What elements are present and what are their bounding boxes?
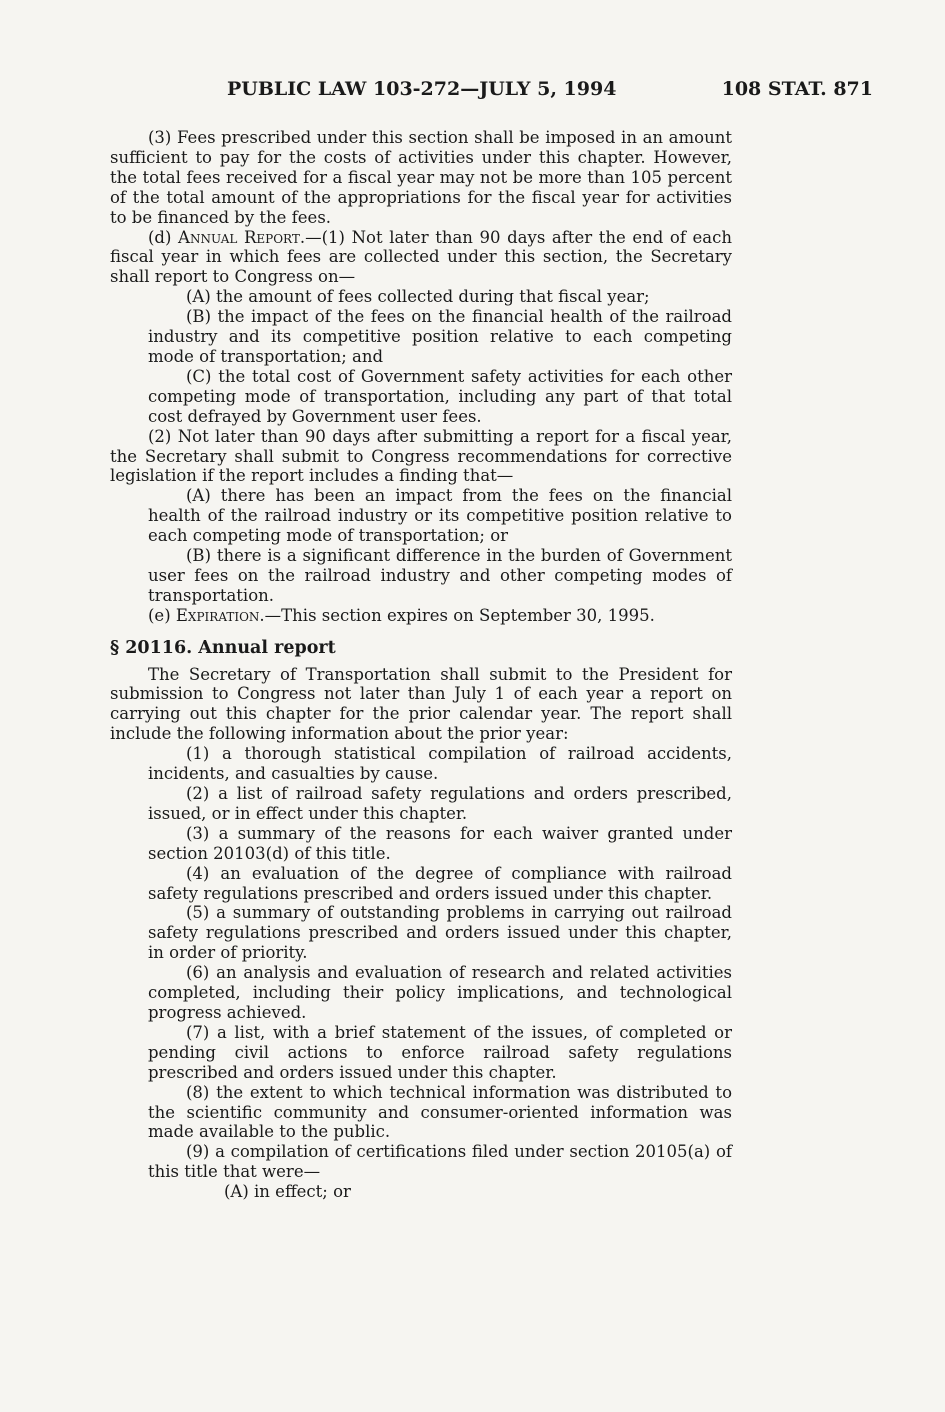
list-item: (5) a summary of outstanding problems in carrying out railroad safety regulations prescribed and orders issued under this chapter, in order of priority. bbox=[148, 903, 732, 963]
list-item: (2) a list of railroad safety regulations and orders prescribed, issued, or in effect under this chapter. bbox=[148, 784, 732, 823]
paragraph-d2: (2) Not later than 90 days after submitting a report for a fiscal year, the Secretary shall submit to Congress recommendations for corrective legislation if the report includes a finding that— bbox=[110, 426, 732, 486]
section-heading: § 20116. Annual report bbox=[110, 637, 336, 658]
list-item: (6) an analysis and evaluation of research and related activities completed, including their policy implications, and technological progress achieved. bbox=[148, 963, 732, 1022]
paragraph-c3: (3) Fees prescribed under this section shall be imposed in an amount sufficient to pay for the costs of activities under this chapter. However, the total fees received for a fiscal year may not be more than 105 percent of the total amount of the appropriations for the fiscal year for activities to be financed by the fees. bbox=[110, 128, 732, 227]
page-header bbox=[110, 78, 873, 108]
header-stat-page: 108 STAT. 871 bbox=[721, 78, 873, 100]
paragraph-dA: (A) the amount of fees collected during that fiscal year; bbox=[186, 287, 650, 307]
list-item: (8) the extent to which technical information was distributed to the scientific community and consumer-oriented information was made available to the public. bbox=[148, 1082, 732, 1142]
heading-expiration: Expiration bbox=[175, 605, 260, 625]
header-title: PUBLIC LAW 103-272—JULY 5, 1994 bbox=[227, 78, 617, 100]
paragraph-e-text: .—This section expires on September 30, 1995. bbox=[259, 605, 655, 625]
list-item: (1) a thorough statistical compilation of railroad accidents, incidents, and casualties by cause. bbox=[148, 744, 732, 784]
paragraph-e bbox=[110, 606, 732, 626]
paragraph-d-label: (d) bbox=[148, 227, 179, 247]
paragraph-d-text: .—(1) Not later than 90 days after the end of each fiscal year in which fees are collected under this section, the Secretary shall report to Congress on— bbox=[110, 227, 732, 287]
list-item: (7) a list, with a brief statement of the issues, of completed or pending civil actions to enforce railroad safety regulations prescribed and orders issued under this chapter. bbox=[148, 1022, 732, 1082]
list-item-9A: (A) in effect; or bbox=[224, 1182, 351, 1202]
paragraph-d2B: (B) there is a significant difference in the burden of Government user fees on the railroad industry and other competing modes of transportation. bbox=[148, 546, 732, 605]
heading-annual-report: Annual Report bbox=[178, 227, 300, 247]
section-intro: The Secretary of Transportation shall submit to the President for submission to Congress not later than July 1 of each year a report on carrying out this chapter for the prior calendar year. The report shall include the following information about the prior year: bbox=[110, 664, 732, 744]
list-item: (3) a summary of the reasons for each waiver granted under section 20103(d) of this title. bbox=[148, 823, 732, 863]
paragraph-e-label: (e) bbox=[148, 605, 176, 625]
paragraph-dC: (C) the total cost of Government safety activities for each other competing mode of transportation, including any part of that total cost defrayed by Government user fees. bbox=[148, 366, 732, 426]
paragraph-d1 bbox=[110, 228, 732, 288]
list-item: (9) a compilation of certifications filed under section 20105(a) of this title that were— bbox=[148, 1142, 732, 1182]
list-item: (4) an evaluation of the degree of compliance with railroad safety regulations prescribed and orders issued under this chapter. bbox=[148, 863, 732, 903]
page-body bbox=[110, 128, 732, 1202]
paragraph-d2A: (A) there has been an impact from the fees on the financial health of the railroad industry or its competitive position relative to each competing mode of transportation; or bbox=[148, 486, 732, 546]
paragraph-dB: (B) the impact of the fees on the financial health of the railroad industry and its competitive position relative to each competing mode of transportation; and bbox=[148, 307, 732, 366]
